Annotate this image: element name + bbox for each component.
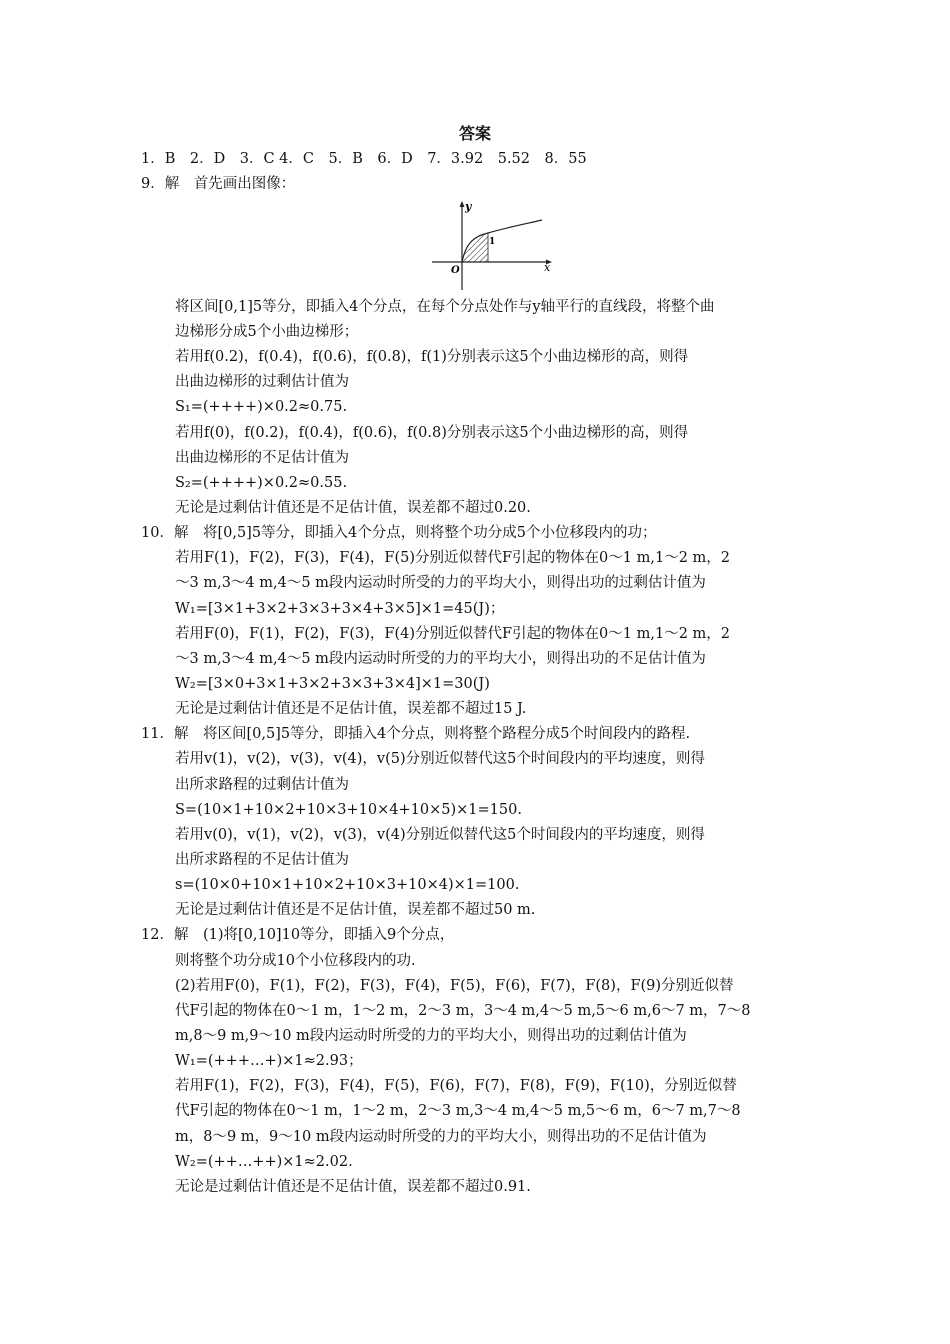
text-line: 出所求路程的不足估计值为 bbox=[175, 852, 349, 868]
y-axis-arrow-icon bbox=[460, 201, 465, 207]
x-axis-label: x bbox=[544, 261, 551, 274]
y-axis-label: y bbox=[465, 200, 472, 213]
text-line: 若用v(1)，v(2)，v(3)，v(4)，v(5)分别近似替代这5个时间段内的平均速度，则得 bbox=[175, 751, 705, 767]
text-line: 无论是过剩估计值还是不足估计值，误差都不超过50 m. bbox=[175, 902, 536, 918]
formula-line: W₂=(++…++)×1≈2.02. bbox=[175, 1154, 353, 1170]
text-line: 出曲边梯形的过剩估计值为 bbox=[175, 374, 349, 390]
answer-key-line: 1．B 2．D 3．C 4．C 5．B 6．D 7．3.92 5.52 8．55 bbox=[141, 151, 587, 167]
text-line: 无论是过剩估计值还是不足估计值，误差都不超过0.91. bbox=[175, 1179, 531, 1195]
text-line: m,8～9 m,9～10 m段内运动时所受的力的平均大小，则得出功的过剩估计值为 bbox=[175, 1028, 687, 1044]
text-line: 将区间[0,1]5等分，即插入4个分点，在每个分点处作与y轴平行的直线段，将整个曲 bbox=[175, 299, 715, 315]
formula-line: W₁=(+++…+)×1≈2.93； bbox=[175, 1053, 363, 1069]
text-line: 出曲边梯形的不足估计值为 bbox=[175, 450, 349, 466]
solution-9-heading: 9．解 首先画出图像： bbox=[141, 176, 296, 192]
formula-line: S₁=(++++)×0.2≈0.75. bbox=[175, 399, 348, 415]
origin-label: O bbox=[451, 265, 460, 276]
text-line: 若用v(0)，v(1)，v(2)，v(3)，v(4)分别近似替代这5个时间段内的平均速度，则得 bbox=[175, 827, 705, 843]
formula-line: s=(10×0+10×1+10×2+10×3+10×4)×1=100. bbox=[175, 877, 520, 893]
text-line: 则将整个功分成10个小位移段内的功. bbox=[175, 953, 416, 969]
point-label: 1 bbox=[489, 237, 496, 247]
text-line: 无论是过剩估计值还是不足估计值，误差都不超过15 J. bbox=[175, 701, 527, 717]
curve-area-figure bbox=[430, 198, 558, 290]
text-line: 代F引起的物体在0～1 m，1～2 m，2～3 m,3～4 m,4～5 m,5～6 m，6～7 m,7～8 bbox=[175, 1103, 741, 1119]
formula-line: S=(10×1+10×2+10×3+10×4+10×5)×1=150. bbox=[175, 802, 522, 818]
text-line: 若用F(1)，F(2)，F(3)，F(4)，F(5)分别近似替代F引起的物体在0～1 m,1～2 m，2 bbox=[175, 550, 731, 566]
page-title: 答案 bbox=[458, 124, 491, 143]
text-line: 若用f(0.2)，f(0.4)，f(0.6)，f(0.8)，f(1)分别表示这5个小曲边梯形的高，则得 bbox=[175, 349, 689, 365]
text-line: 出所求路程的过剩估计值为 bbox=[175, 777, 349, 793]
shaded-region bbox=[462, 233, 488, 262]
formula-line: W₁=[3×1+3×2+3×3+3×4+3×5]×1=45(J)； bbox=[175, 601, 505, 617]
solution-11-heading: 11．解 将区间[0,5]5等分，即插入4个分点，则将整个路程分成5个时间段内的路程. bbox=[141, 726, 691, 742]
text-line: 边梯形分成5个小曲边梯形； bbox=[175, 324, 359, 340]
text-line: m，8～9 m，9～10 m段内运动时所受的力的平均大小，则得出功的不足估计值为 bbox=[175, 1129, 707, 1145]
text-line: 若用F(0)，F(1)，F(2)，F(3)，F(4)分别近似替代F引起的物体在0～1 m,1～2 m，2 bbox=[175, 626, 731, 642]
text-line: ～3 m,3～4 m,4～5 m段内运动时所受的力的平均大小，则得出功的过剩估计值为 bbox=[175, 575, 706, 591]
text-line: 若用F(1)，F(2)，F(3)，F(4)，F(5)，F(6)，F(7)，F(8)，F(9)，F(10)，分别近似替 bbox=[175, 1078, 737, 1094]
text-line: 代F引起的物体在0～1 m，1～2 m，2～3 m，3～4 m,4～5 m,5～6 m,6～7 m，7～8 bbox=[175, 1003, 751, 1019]
text-line: ～3 m,3～4 m,4～5 m段内运动时所受的力的平均大小，则得出功的不足估计值为 bbox=[175, 651, 706, 667]
formula-line: S₂=(++++)×0.2≈0.55. bbox=[175, 475, 348, 491]
solution-10-heading: 10．解 将[0,5]5等分，即插入4个分点，则将整个功分成5个小位移段内的功； bbox=[141, 525, 657, 541]
text-line: 若用f(0)，f(0.2)，f(0.4)，f(0.6)，f(0.8)分别表示这5个小曲边梯形的高，则得 bbox=[175, 425, 689, 441]
solution-12-heading: 12．解 (1)将[0,10]10等分，即插入9个分点， bbox=[141, 927, 455, 943]
formula-line: W₂=[3×0+3×1+3×2+3×3+3×4]×1=30(J) bbox=[175, 676, 490, 692]
text-line: 无论是过剩估计值还是不足估计值，误差都不超过0.20. bbox=[175, 500, 531, 516]
text-line: (2)若用F(0)，F(1)，F(2)，F(3)，F(4)，F(5)，F(6)，F(7)，F(8)，F(9)分别近似替 bbox=[175, 978, 734, 994]
